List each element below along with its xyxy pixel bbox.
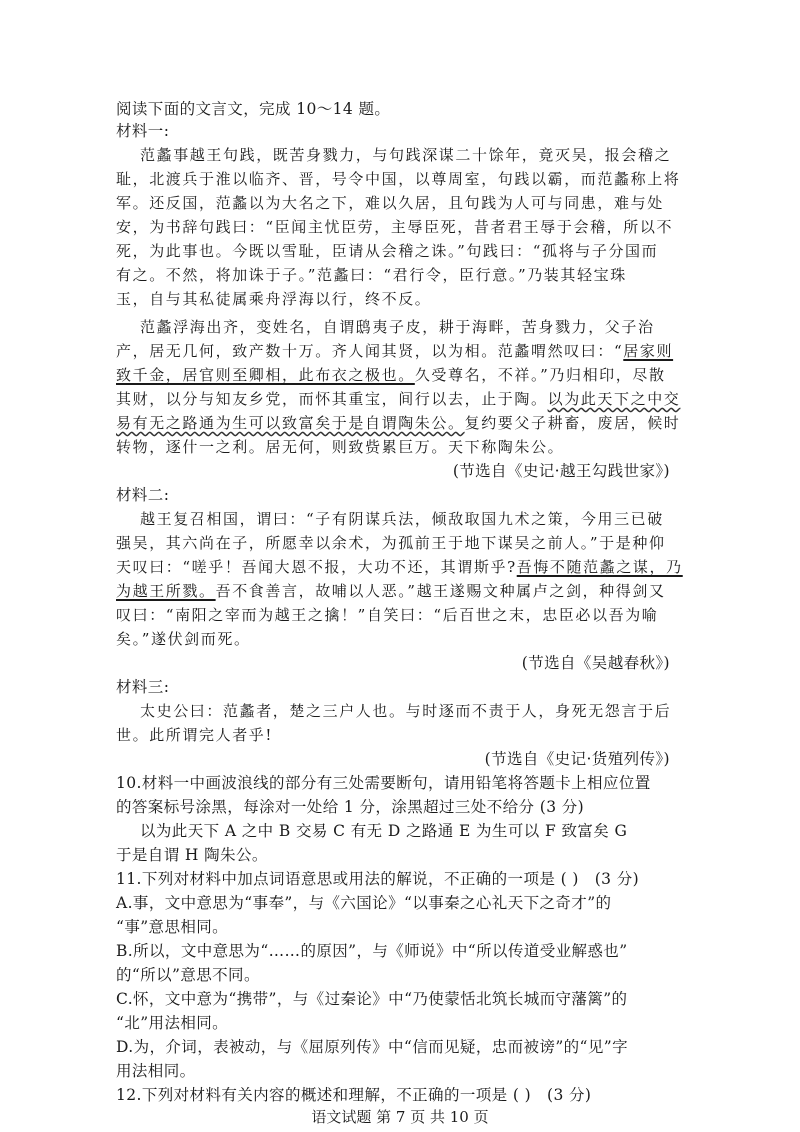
material-1-line: 致千金，居官则至卿相，此布衣之极也。久受尊名，不祥。”乃归相印，尽散 [116,366,666,384]
wavy-underlined-text: 以为此天下之中交 [547,390,681,408]
material-2-line: 天叹曰：“嗟乎！吾闻大恩不报，大功不还，其谓斯乎?吾悔不随范蠡之谋，乃 [116,558,683,576]
question-11-option-d: 用法相同。 [116,1062,196,1080]
material-2-line: 矣。”遂伏剑而死。 [116,630,251,648]
material-2-line: 强吴，其六尚在子，所愿幸以余术，为孤前王于地下谋吴之前人。”于是种仰 [116,534,666,552]
underlined-sentence: 吾悔不随范蠡之谋，乃 [516,558,683,576]
underlined-sentence: 为越王所戮。 [116,582,216,600]
question-11-option-a: “事”意思相同。 [116,918,229,936]
material-3-line: 世。此所谓完人者乎! [116,726,274,744]
material-2-line: 越王复召相国，谓曰：“子有阴谋兵法，倾敌取国九术之策，今用三已破 [140,510,664,528]
underlined-sentence: 居家则 [623,342,674,360]
material-2-source: (节选自《吴越春秋》) [521,654,670,672]
material-2-line: 为越王所戮。吾不食善言，故哺以人恶。”越王遂赐文种属卢之剑，种得剑又 [116,582,666,600]
question-11-option-b: B.所以，文中意思为“……的原因”，与《师说》中“所以传道受业解惑也” [116,942,628,960]
question-11-option-c: C.怀，文中意为“携带”，与《过秦论》中“乃使蒙恬北筑长城而守藩篱”的 [116,990,628,1008]
material-1-label: 材料一: [116,122,170,140]
wavy-underlined-text: 易有无之路通为生可以致富矣于是自谓陶朱公。 [116,414,465,432]
question-11-option-d: D.为，介词，表被动，与《屈原列传》中“信而见疑，忠而被谤”的“见”字 [116,1038,628,1056]
material-1-line: 军。还反国，范蠡以为大名之下，难以久居，且句践为人可与同患，难与处 [116,194,664,212]
reading-instruction: 阅读下面的文言文，完成 10～14 题。 [116,100,391,118]
material-2-line: 叹曰：“南阳之宰而为越王之擒！”自笑曰：“后百世之末，忠臣必以吾为喻 [116,606,659,624]
question-10-options: 于是自谓 H 陶朱公。 [116,846,268,864]
material-3-line: 太史公曰：范蠡者，楚之三户人也。与时逐而不责于人，身死无怨言于后 [140,702,672,720]
question-11-option-c: “北”用法相同。 [116,1014,229,1032]
material-1-line: 产，居无几何，致产数十万。齐人闻其贤，以为相。范蠡喟然叹曰：“居家则 [116,342,674,360]
question-11-stem: 11.下列对材料中加点词语意思或用法的解说，不正确的一项是 ( ) (3 分) [116,870,640,888]
page-footer: 语文试题 第 7 页 共 10 页 [311,1108,489,1126]
material-1-line: 安，为书辞句践曰：“臣闻主忧臣劳，主辱臣死，昔者君王辱于会稽，所以不 [116,218,674,236]
material-1-line: 范蠡浮海出齐，变姓名，自谓鸱夷子皮，耕于海畔，苦身戮力，父子治 [140,318,655,336]
material-1-line: 耻，北渡兵于淮以临齐、晋，号令中国，以尊周室，句践以霸，而范蠡称上将 [116,170,681,188]
material-2-label: 材料二: [116,486,170,504]
question-10-line: 10.材料一中画波浪线的部分有三处需要断句，请用铅笔将答题卡上相应位置 [116,774,651,792]
material-1-line: 易有无之路通为生可以致富矣于是自谓陶朱公。复约要父子耕畜，废居，候时 [116,414,681,432]
material-1-line: 范蠡事越王句践，既苦身戮力，与句践深谋二十馀年，竟灭吴，报会稽之 [140,146,672,164]
underlined-sentence: 致千金，居官则至卿相，此布衣之极也。 [116,366,415,384]
material-1-line: 有之。不然，将加诛于子。”范蠡曰：“君行令，臣行意。”乃装其轻宝珠 [116,266,627,284]
material-1-source: (节选自《史记·越王勾践世家》) [452,462,670,480]
material-1-line: 死，为此事也。今既以雪耻，臣请从会稽之诛。”句践曰：“孤将与子分国而 [116,242,659,260]
question-10-options: 以为此天下 A 之中 B 交易 C 有无 D 之路通 E 为生可以 F 致富矣 G [140,822,628,840]
material-1-line: 转物，逐什一之利。居无何，则致赀累巨万。天下称陶朱公。 [116,438,565,456]
material-1-line: 玉，自与其私徒属乘舟浮海以行，终不反。 [116,290,432,308]
question-11-option-a: A.事，文中意思为“事奉”，与《六国论》“以事秦之心礼天下之奇才”的 [116,894,612,912]
material-3-label: 材料三: [116,678,170,696]
material-1-line: 其财，以分与知友乡党，而怀其重宝，间行以去，止于陶。以为此天下之中交 [116,390,681,408]
material-3-source: (节选自《史记·货殖列传》) [484,750,670,768]
question-12-stem: 12.下列对材料有关内容的概述和理解，不正确的一项是 ( ) (3 分) [116,1086,592,1104]
question-10-line: 的答案标号涂黑，每涂对一处给 1 分，涂黑超过三处不给分 (3 分) [116,798,585,816]
question-11-option-b: 的“所以”意思不同。 [116,966,260,984]
